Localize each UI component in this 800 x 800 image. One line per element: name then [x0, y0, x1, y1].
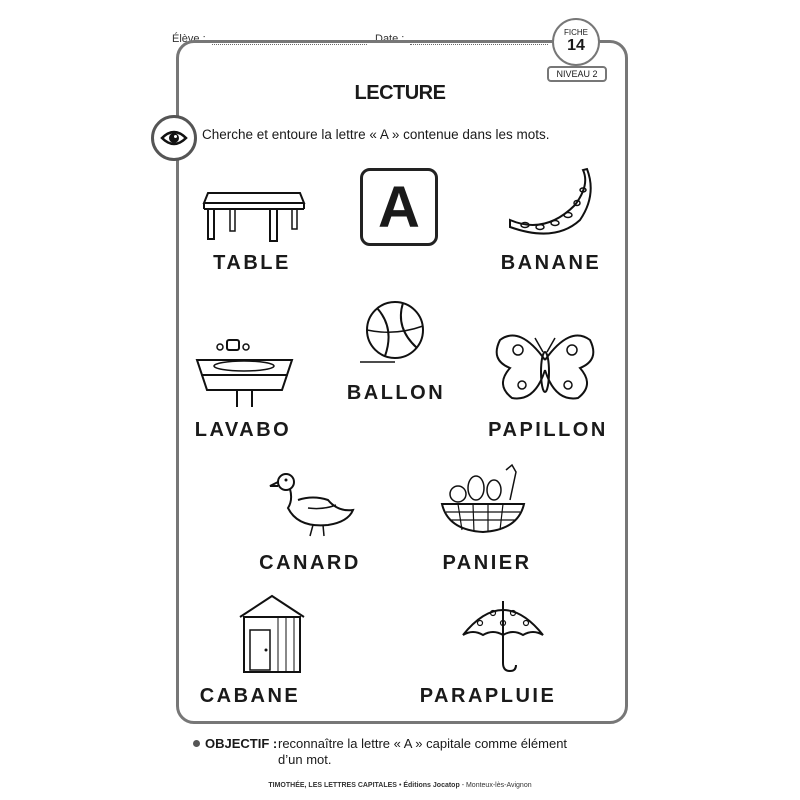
objective-bullet [193, 740, 200, 747]
word-table[interactable]: TABLE [213, 252, 291, 274]
word-papillon[interactable]: PAPILLON [488, 419, 608, 441]
word-lavabo[interactable]: LAVABO [194, 419, 292, 441]
featured-letter-box: A [360, 168, 438, 246]
footer: TIMOTHÉE, LES LETTRES CAPITALES • Éditions Jocatop - Monteux-lès-Avignon [268, 782, 532, 789]
umbrella-icon [458, 595, 548, 675]
basket-icon [438, 460, 528, 540]
table-icon [200, 185, 310, 245]
word-banane[interactable]: BANANE [500, 252, 602, 274]
word-ballon[interactable]: BALLON [346, 382, 446, 404]
sheet-label: FICHE [564, 28, 588, 37]
page-title: LECTURE [354, 82, 446, 104]
sheet-number-badge [552, 18, 600, 66]
duck-icon [268, 470, 358, 540]
eye-icon [151, 115, 197, 161]
level-badge: NIVEAU 2 [547, 66, 607, 82]
sheet-number: 14 [567, 37, 585, 54]
student-label: Élève : [172, 33, 206, 45]
banana-icon [505, 165, 595, 245]
sink-icon [192, 335, 302, 410]
objective-text: reconnaître la lettre « A » capitale comme élément d’un mot. [278, 736, 568, 767]
instruction-text: Cherche et entoure la lettre « A » contenue dans les mots. [202, 127, 550, 142]
word-canard[interactable]: CANARD [259, 552, 361, 574]
butterfly-icon [490, 330, 600, 405]
word-cabane[interactable]: CABANE [199, 685, 301, 707]
ball-icon [355, 298, 435, 368]
cabin-icon [232, 592, 312, 677]
footer-series: TIMOTHÉE, LES LETTRES CAPITALES [268, 782, 397, 789]
footer-place: - Monteux-lès-Avignon [461, 782, 532, 789]
objective-label: OBJECTIF : [205, 736, 278, 751]
word-panier[interactable]: PANIER [442, 552, 532, 574]
word-parapluie[interactable]: PARAPLUIE [419, 685, 557, 707]
date-label: Date : [375, 33, 405, 45]
footer-publisher: Éditions Jocatop [403, 782, 460, 789]
